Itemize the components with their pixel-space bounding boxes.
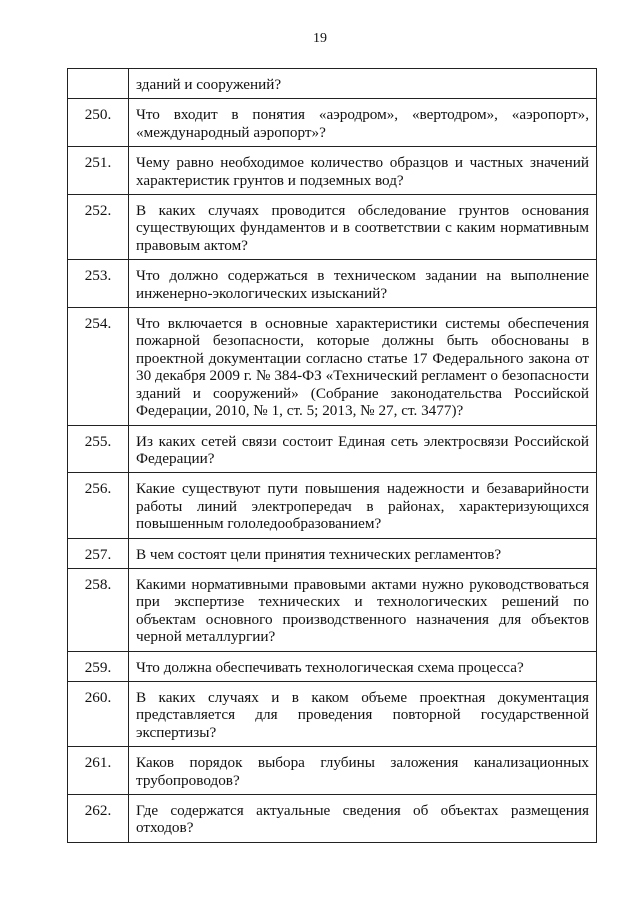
question-number: 257. (68, 538, 129, 568)
table-row (68, 568, 597, 651)
question-text: зданий и сооружений? (129, 69, 597, 99)
question-number: 255. (68, 425, 129, 473)
table-row (68, 308, 597, 425)
question-text: Какие существуют пути повышения надежности и безаварийности работы линий электропередач в районах, характеризующихся повышенным гололедообразованием? (129, 473, 597, 538)
table-row (68, 795, 597, 843)
question-number: 259. (68, 651, 129, 681)
question-number (68, 69, 129, 99)
question-number: 261. (68, 747, 129, 795)
question-text: Что должно содержаться в техническом задании на выполнение инженерно-экологических изысканий? (129, 260, 597, 308)
question-number: 258. (68, 568, 129, 651)
question-text: Из каких сетей связи состоит Единая сеть электросвязи Российской Федерации? (129, 425, 597, 473)
question-text: Каков порядок выбора глубины заложения канализационных трубопроводов? (129, 747, 597, 795)
question-text: Что включается в основные характеристики системы обеспечения пожарной безопасности, которые должны быть обоснованы в проектной документации согласно статье 17 Федерального закона от 30 декабря 2009 г. № 384-ФЗ «Технический регламент о безопасности зданий и сооружений» (Собрание законодательства Российской Федерации, 2010, № 1, ст. 5; 2013, № 27, ст. 3477)? (129, 308, 597, 425)
question-number: 260. (68, 681, 129, 746)
question-text: Что должна обеспечивать технологическая схема процесса? (129, 651, 597, 681)
question-number: 262. (68, 795, 129, 843)
table-row (68, 425, 597, 473)
table-row (68, 99, 597, 147)
page-number: 19 (313, 31, 327, 46)
table-row (68, 538, 597, 568)
question-text: Что входит в понятия «аэродром», «вертодром», «аэропорт», «международный аэропорт»? (129, 99, 597, 147)
question-number: 251. (68, 147, 129, 195)
question-text: Чему равно необходимое количество образцов и частных значений характеристик грунтов и подземных вод? (129, 147, 597, 195)
question-text: Где содержатся актуальные сведения об объектах размещения отходов? (129, 795, 597, 843)
question-text: В чем состоят цели принятия технических регламентов? (129, 538, 597, 568)
question-number: 252. (68, 195, 129, 260)
table-row (68, 747, 597, 795)
table-row (68, 260, 597, 308)
table-row (68, 147, 597, 195)
question-number: 256. (68, 473, 129, 538)
table-row (68, 195, 597, 260)
question-text: В каких случаях и в каком объеме проектная документация представляется для проведения повторной государственной экспертизы? (129, 681, 597, 746)
table-row (68, 473, 597, 538)
table-row (68, 681, 597, 746)
question-number: 250. (68, 99, 129, 147)
question-number: 254. (68, 308, 129, 425)
question-number: 253. (68, 260, 129, 308)
table-row (68, 69, 597, 99)
table-row (68, 651, 597, 681)
question-text: Какими нормативными правовыми актами нужно руководствоваться при экспертизе технических и технологических решений по объектам основного производственного назначения для объектов черной металлургии? (129, 568, 597, 651)
question-text: В каких случаях проводится обследование грунтов основания существующих фундаментов и в соответствии с каким нормативным правовым актом? (129, 195, 597, 260)
questions-table (67, 68, 597, 843)
